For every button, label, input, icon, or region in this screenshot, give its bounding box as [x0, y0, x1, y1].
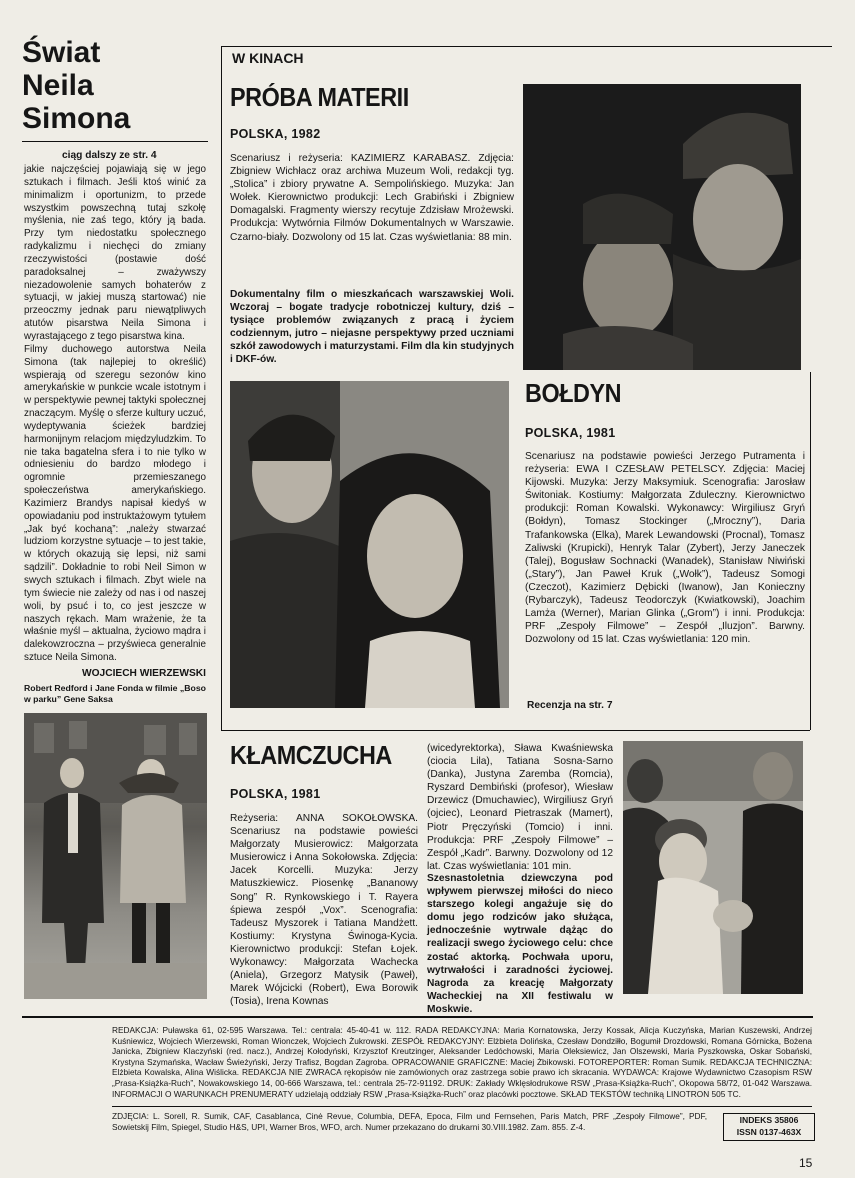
- continued-note: ciąg dalszy ze str. 4: [62, 150, 157, 161]
- box-rule-right: [810, 372, 811, 730]
- article-title: [22, 36, 212, 135]
- photo-proba-materii: [523, 84, 801, 370]
- section-header: W KINACH: [232, 50, 304, 66]
- footer-rule-1: [22, 1016, 813, 1018]
- box-rule-top: [222, 730, 810, 731]
- photo-caption: Robert Redford i Jane Fonda w filmie „Boso w parku” Gene Saksa: [24, 683, 206, 704]
- footer-photo-credits: ZDJĘCIA: L. Sorell, R. Sumik, CAF, Casablanca, Cinė Revue, Columbia, DEFA, Epoca, Film und Fernsehen, Paris Match, PRF „Zespoły Filmowe”, PDF, Sowietskij Film, Spiegel, Studio H&S, UPI, Warner Bros, WFO, arch. Numer przekazano do drukarni 30.VIII.1982. Zam. 855. Z-4.: [112, 1111, 707, 1132]
- header-rule: [222, 46, 832, 47]
- photo-figures-couple: [230, 381, 509, 708]
- column-divider: [221, 46, 222, 731]
- footer-rule-2: [112, 1106, 812, 1107]
- page-number: 15: [799, 1156, 813, 1170]
- photo-figures: [24, 713, 207, 999]
- film2-title: BOŁDYN: [525, 378, 622, 408]
- article-body: jakie najczęściej pojawiają się w jego sztukach i filmach. Jeśli ktoś winić za minimalizm i oportunizm, to przede wszystkim powszechną tutaj szkołę myślenia, nie zaś tego, który ją bada. Przy tym niedostatku społecznego radykalizmu i niechęci do zmiany rzeczywistości (postawie dość paradoksalnej – zważywszy niezadowolenie samych bohaterów z sytuacji, w jakiej muszą startować) nie przeoczmy jednak paru niewątpliwych atutów pisarstwa Neila Simona i wyrastającego z tego pisarstwa kina. Filmy duchowego autorstwa Neila Simona (tak najlepiej to określić) wspierają od szeregu sezonów kino amerykańskie w punkcie wcale istotnym i w perspektywie pewnej taktyki społecznej znaczącym. Myślę o sferze kultury uczuć, wydeptywania ścieżek bardziej harmonijnym relacjom międzyludzkim. To nie taka bagatelna sfera i to nie tylko w odniesieniu do bardzo młodego i ogromnie przemieszanego społeczeństwa amerykańskiego. Kazimierz Brandys napisał kiedyś w opowiadaniu pod instruktażowym tytułem „Jak być kochaną”: „należy stwarzać ludziom korzystne sytuacje – to jest takie, w których okazują się lepsi, niż sami sądzili”. Dokładnie to robi Neil Simon w swych sztukach i filmach. Zbyt wiele na tym świecie nie zależy od nas i od naszej woli, by psuć i to, co jest jeszcze w naszych rękach. Mam wrażenie, że ta właśnie myśl – aktualna, życiowo mądra i dalekowzroczna – przyświeca generalnie sztuce Neila Simona.: [24, 164, 206, 664]
- photo-boso-w-parku: [24, 713, 207, 999]
- film1-credits: Scenariusz i reżyseria: KAZIMIERZ KARABASZ. Zdjęcia: Zbigniew Wichłacz oraz archiwa Muzeum Woli, redakcji tyg. „Stolica” i zbiory prywatne A. Sempolińskiego. Muzyka: Jan Wołek. Kierownictwo produkcji: Lech Grabiński i Zbigniew Domagalski. Fragmenty wierszy recytuje Zdzisław Mrożewski. Produkcja: Wytwórnia Filmów Dokumentalnych w Warszawie. Czarno-biały. Dozwolony od 15 lat. Czas wyświetlania: 88 min.: [230, 153, 514, 243]
- film1-country: POLSKA, 1982: [230, 127, 321, 141]
- index-number: INDEKS 35806: [739, 1115, 799, 1125]
- photo-figures-girl: [623, 741, 803, 994]
- film1-summary: Dokumentalny film o mieszkańcach warszawskiej Woli. Wczoraj – bogate tradycje robotniczej kultury, dziś – tysiące problemów związanych z pracą i życiem codziennym, jutro – niejasne perspektywy przed uczniami szkół zawodowych i maturzystami. Film dla kin studyjnych i DKF-ów.: [230, 289, 514, 366]
- footer-masthead: REDAKCJA: Puławska 61, 02-595 Warszawa. Tel.: centrala: 45-40-41 w. 112. RADA REDAKCYJNA: Maria Kornatowska, Jerzy Kossak, Alicja Kuczyńska, Marian Kuszewski, Andrzej Kuśniewicz, Wojciech Wierzewski, Roman Wionczek, Wojciech Żukrowski. ZESPÓŁ REDAKCYJNY: Elżbieta Dolińska, Czesław Dondziłło, Bogumił Drozdowski, Romana Górnicka, Bożena Janicka, Zbigniew Klaczyński (red. nacz.), Andrzej Kołodyński, Krzysztof Kreutzinger, Aleksander Ledóchowski, Maria Oleksiewicz, Jan Olszewski, Maria Pyszkowska, Oskar Sobański, Krystyna Szymańska, Wacław Świeżyński, Jerzy Trafisz, Bogdan Zagroba. OPRACOWANIE GRAFICZNE: Maciej Żbikowski. FOTOREPORTER: Roman Sumik. REDAKCJA TECHNICZNA: Elżbieta Kowalska, Alina Wiślicka. REDAKCJA NIE ZWRACA rękopisów nie zamówionych oraz zastrzega sobie prawo ich skracania. WYDAWCA: Krajowe Wydawnictwo Czasopism RSW „Prasa-Książka-Ruch”, Nowakowskiego 14, 00-666 Warszawa, tel.: centrala 25-72-91192. DRUK: Zakłady Wklęsłodrukowe RSW „Prasa-Książka-Ruch”, Okopowa 58/72, 01-042 Warszawa. INFORMACJI O WARUNKACH PRENUMERATY udzielają oddziały RSW „Prasa-Książka-Ruch” oraz placówki pocztowe. SKŁAD TEKSTÓW techniką LINOTRON 505 TC.: [112, 1025, 812, 1099]
- film3-credits-b: (wicedyrektorka), Sława Kwaśniewska (ciocia Lila), Tatiana Sosna-Sarno (Danka), Justyna Zaremba (Romcia), Ryszard Dembiński (profesor), Wiesław Drzewicz (Dmuchawiec), Wirgiliusz Gryń (ojciec), Leonard Pietraszak (Mamert), Piotr Pręczyński (Tomcio) i inni. Produkcja: PRF „Zespoły Filmowe” – Zespół „Kadr”. Barwny. Dozwolony od 12 lat. Czas wyświetlania: 101 min.: [427, 743, 613, 872]
- issn-number: ISSN 0137-463X: [736, 1127, 802, 1137]
- photo-boldyn: [230, 381, 509, 708]
- title-line-2: Neila: [22, 69, 94, 102]
- film3-summary: Szesnastoletnia dziewczyna pod wpływem pierwszej miłości do nieco starszego kolegi angażuje się do domu jego rodziców jako służąca, jednocześnie wytrwale dążąc do realizacji swego życiowego celu: chce zostać aktorką. Pochwała uporu, wytrwałości i zaradności życiowej. Nagroda za kreację Małgorzaty Wacheckiej na XII festiwalu w Moskwie.: [427, 873, 613, 1015]
- film2-country: POLSKA, 1981: [525, 426, 616, 440]
- film3-credits-a: Reżyseria: ANNA SOKOŁOWSKA. Scenariusz na podstawie powieści Małgorzaty Musierowicz: Małgorzata Musierowicz i Anna Sokołowska. Zdjęcia: Jacek Korcelli. Muzyka: Jerzy Matuszkiewicz. Piosenkę „Bananowy Song” R. Rynkowskiego i T. Rayera śpiewa zespół „Vox”. Scenografia: Tadeusz Myszorek i Tatiana Mandżett. Kostiumy: Krystyna Świnoga-Kycia. Kierownictwo produkcji: Stefan Łojek. Wykonawcy: Małgorzata Wachecka (Aniela), Grzegorz Matysik (Paweł), Marek Wójcicki (Robert), Ewa Borowik (Tosia), Irena Kownas: [230, 813, 418, 1008]
- film1-title: PRÓBA MATERII: [230, 82, 409, 112]
- title-line-1: Świat: [22, 36, 101, 69]
- left-article: [22, 36, 212, 135]
- title-line-3: Simona: [22, 102, 131, 135]
- film3-title: KŁAMCZUCHA: [230, 740, 392, 770]
- article-author: WOJCIECH WIERZEWSKI: [82, 668, 206, 679]
- index-box: [723, 1113, 815, 1141]
- film2-review-note: Recenzja na str. 7: [527, 700, 613, 711]
- title-rule: [22, 141, 208, 142]
- film2-credits: Scenariusz na podstawie powieści Jerzego Putramenta i reżyseria: EWA I CZESŁAW PETELSCY. Zdjęcia: Maciej Kijowski. Muzyka: Jerzy Maksymiuk. Scenografia: Jarosław Świtoniak. Kostiumy: Małgorzata Zduleczny. Kierownictwo produkcji: Roman Kowalski. Wykonawcy: Wirgiliusz Gryń (Bołdyn), Tomasz Stockinger („Mroczny”), Daria Trafankowska (Elka), Marek Lewandowski (Procnal), Tomasz Zaliwski (Krupicki), Henryk Talar (Zybert), Jerzy Janeczek (Talej), Bogusław Sochnacki (Wanadek), Stanisław Niwiński („Stary”), Jan Paweł Kruk („Wołk”), Tadeusz Somogi (Czeczot), Kazimierz Dębicki (Iwanow), Jan Konieczny (Rybarczyk), Tadeusz Teodorczyk (Kwiatkowski), Joachim Lamża (Werner), Marian Glinka („Grom”) i inni. Produkcja: PRF „Zespoły Filmowe” – Zespół „Iluzjon”. Barwny. Dozwolony od 15 lat. Czas wyświetlania: 120 min.: [525, 451, 805, 646]
- photo-figures-men: [523, 84, 801, 370]
- photo-klamczucha: [623, 741, 803, 994]
- film3-country: POLSKA, 1981: [230, 787, 321, 801]
